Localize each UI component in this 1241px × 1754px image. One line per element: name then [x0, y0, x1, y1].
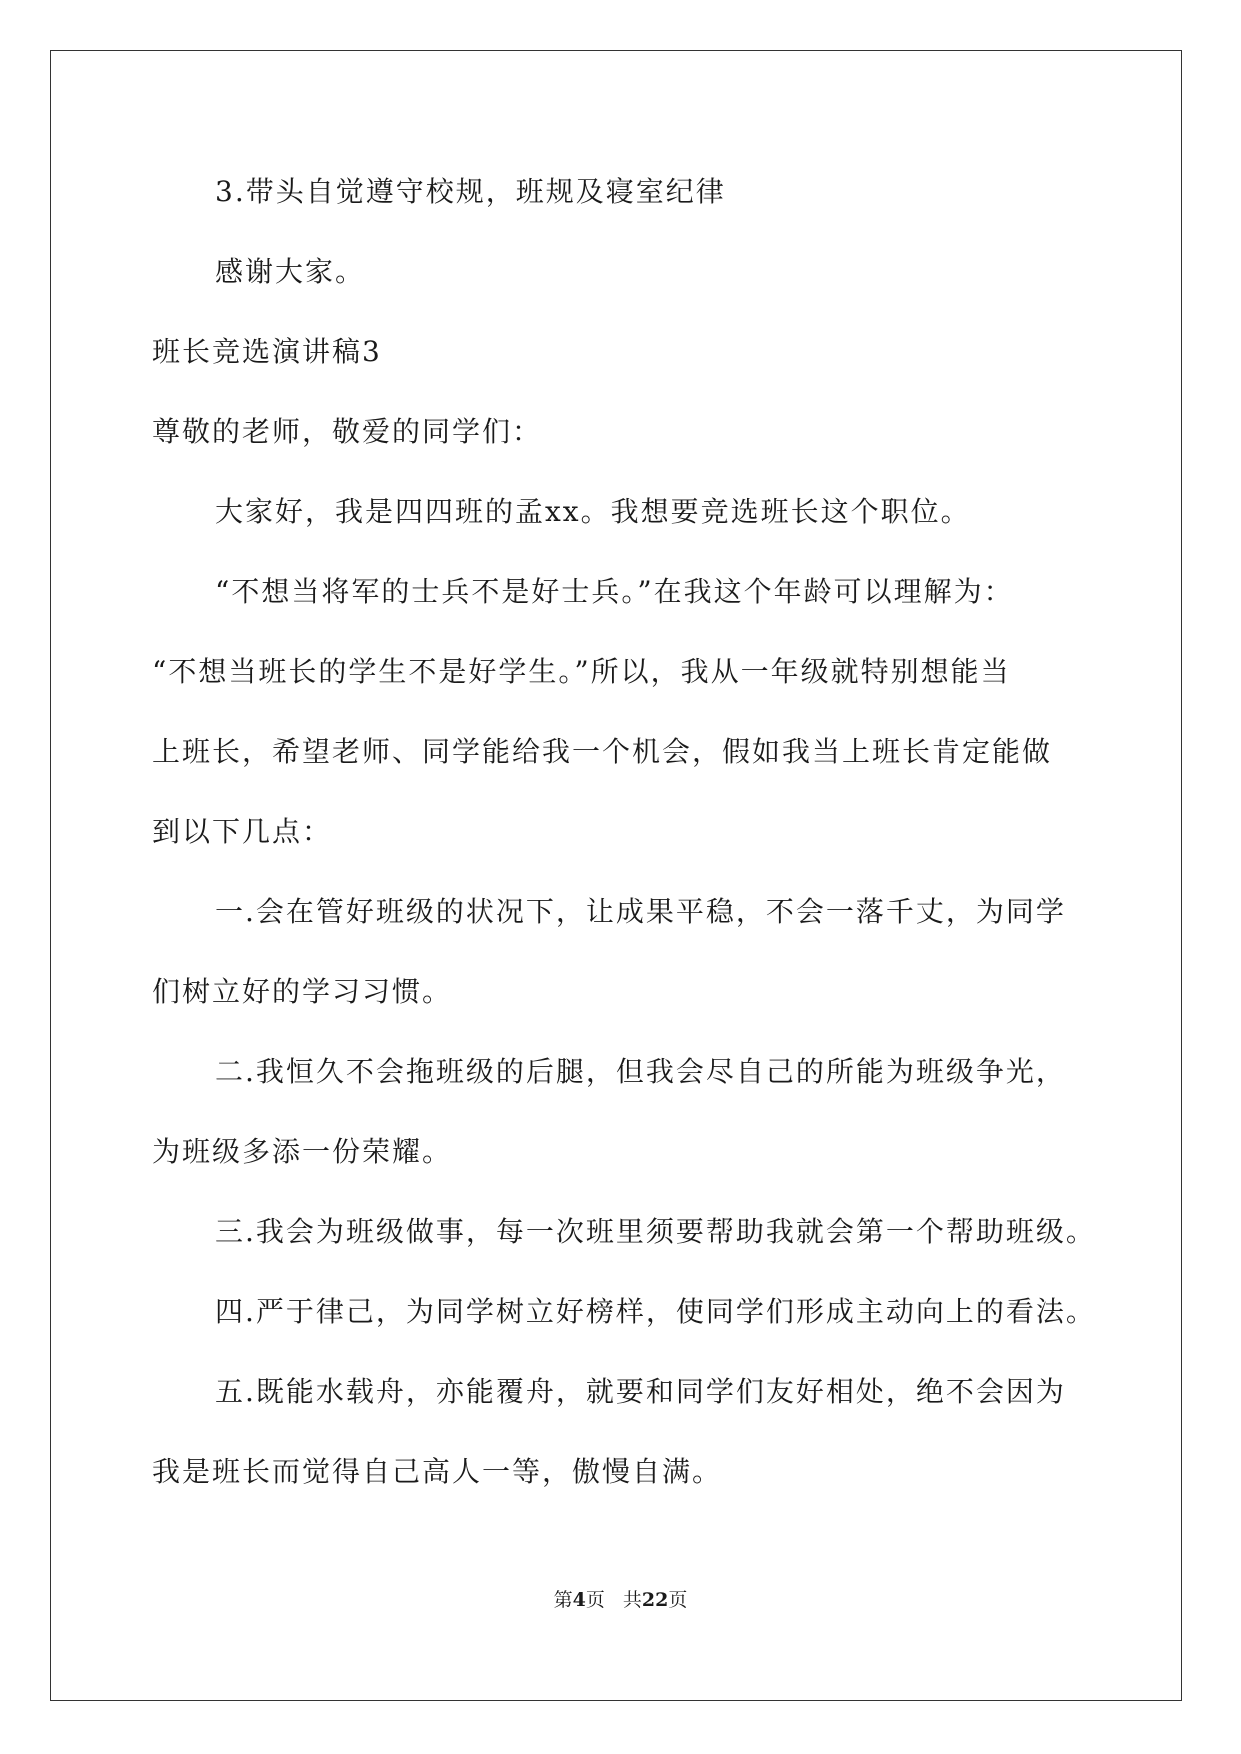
paragraph-line: “不想当班长的学生不是好学生。”所以，我从一年级就特别想能当 — [152, 655, 1011, 688]
list-item-5-cont: 我是班长而觉得自己高人一等，傲慢自满。 — [152, 1455, 723, 1488]
list-item-5: 五.既能水载舟，亦能覆舟，就要和同学们友好相处，绝不会因为 — [215, 1375, 1066, 1408]
list-item-1: 一.会在管好班级的状况下，让成果平稳，不会一落千丈，为同学 — [215, 895, 1066, 928]
paragraph-line: 感谢大家。 — [215, 255, 366, 288]
list-item-4: 四.严于律己，为同学树立好榜样，使同学们形成主动向上的看法。 — [215, 1295, 1096, 1328]
list-item-2: 二.我恒久不会拖班级的后腿，但我会尽自己的所能为班级争光， — [215, 1055, 1066, 1088]
page-footer — [0, 1588, 1241, 1612]
total-pages: 22 — [641, 1589, 669, 1611]
list-item-3: 三.我会为班级做事，每一次班里须要帮助我就会第一个帮助班级。 — [215, 1215, 1096, 1248]
list-item-1-cont: 们树立好的学习习惯。 — [152, 975, 453, 1008]
paragraph-line: 大家好，我是四四班的孟xx。我想要竞选班长这个职位。 — [215, 495, 971, 528]
page-suffix: 页 — [585, 1589, 605, 1611]
salutation: 尊敬的老师，敬爱的同学们： — [152, 415, 543, 448]
total-suffix: 页 — [668, 1589, 688, 1611]
section-heading: 班长竞选演讲稿3 — [152, 335, 382, 368]
paragraph-line: 3.带头自觉遵守校规，班规及寝室纪律 — [215, 175, 726, 208]
paragraph-line: 上班长，希望老师、同学能给我一个机会，假如我当上班长肯定能做 — [152, 735, 1053, 768]
paragraph-line: “不想当将军的士兵不是好士兵。”在我这个年龄可以理解为： — [215, 575, 1014, 608]
page-number: 4 — [572, 1589, 586, 1611]
paragraph-line: 到以下几点： — [152, 815, 333, 848]
list-item-2-cont: 为班级多添一份荣耀。 — [152, 1135, 453, 1168]
page-prefix: 第 — [553, 1589, 573, 1611]
total-prefix: 共 — [622, 1589, 642, 1611]
